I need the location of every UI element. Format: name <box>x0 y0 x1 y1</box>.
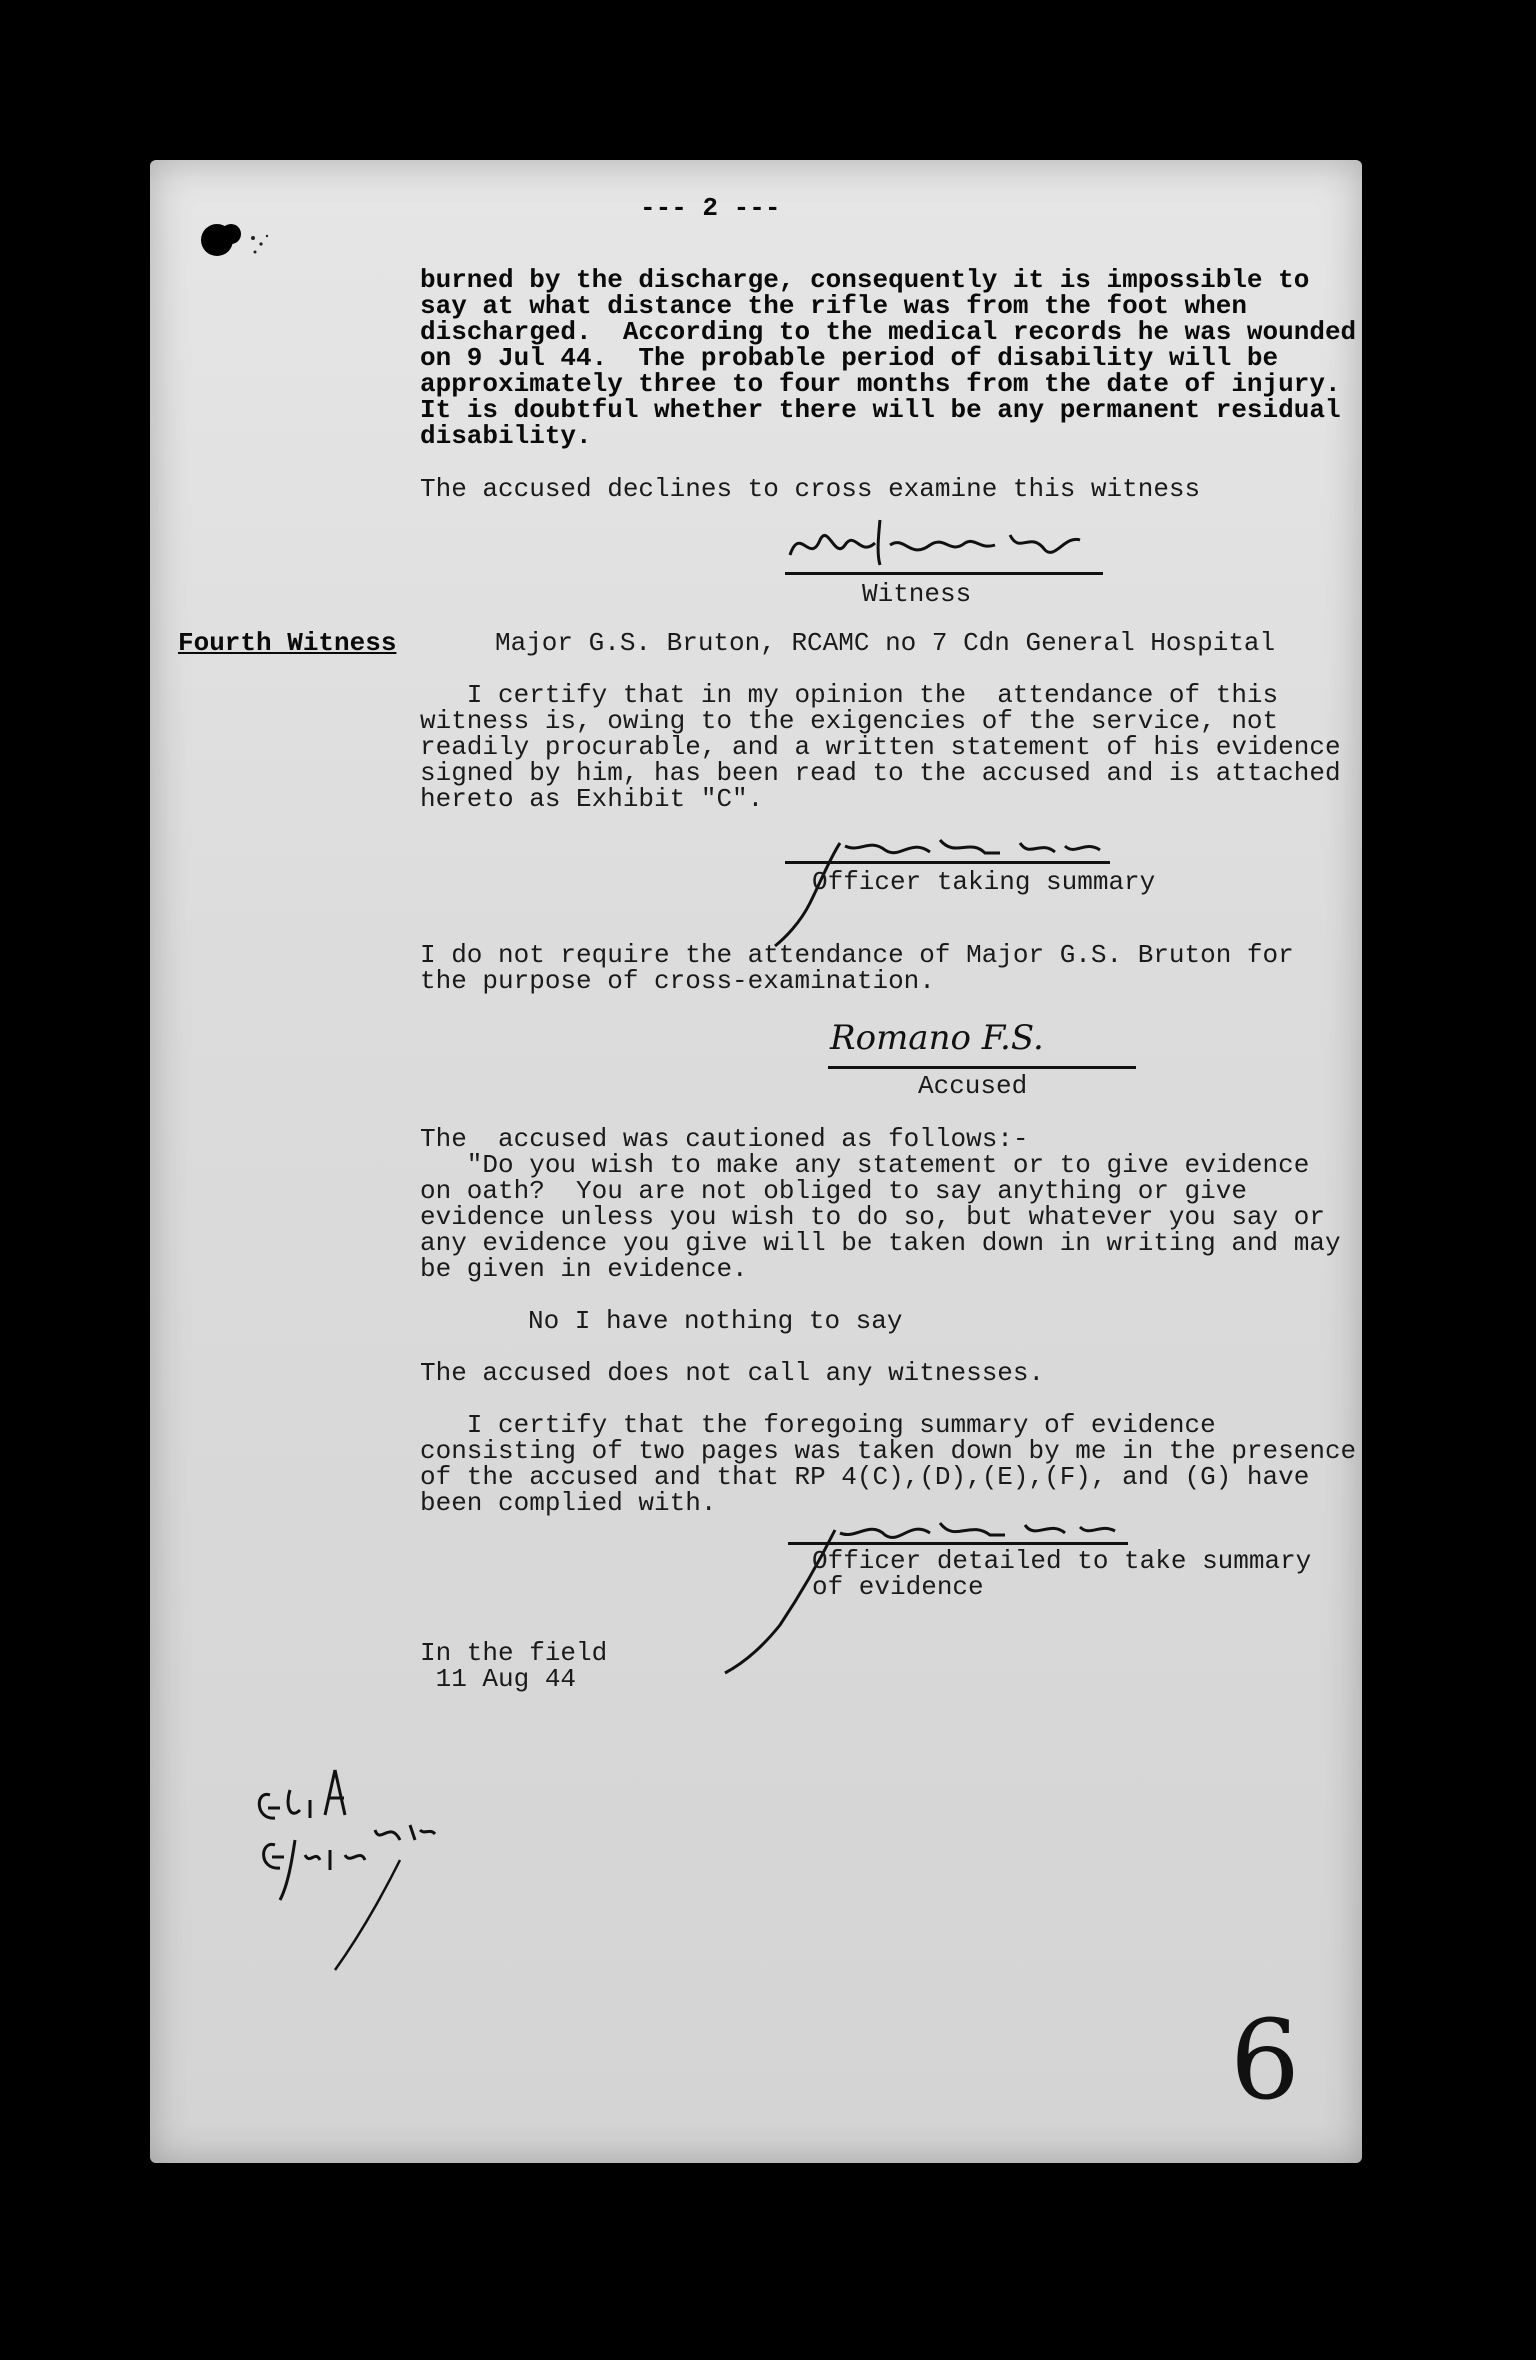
certify-line: I certify that in my opinion the attendance of this <box>420 680 1279 710</box>
certify-line: readily procurable, and a written statement of his evidence <box>420 732 1341 762</box>
final-certificate-line: I certify that the foregoing summary of evidence <box>420 1410 1216 1440</box>
officer-detailed-label: of evidence <box>812 1572 984 1602</box>
page-marker: --- 2 --- <box>640 193 781 223</box>
signature-line <box>788 1542 1128 1545</box>
certify-line: witness is, owing to the exigencies of the service, not <box>420 706 1279 736</box>
fourth-witness-heading: Fourth Witness <box>178 628 397 658</box>
final-certificate-line: of the accused and that RP 4(C),(D),(E),(F), and (G) have <box>420 1462 1310 1492</box>
certify-line: hereto as Exhibit "C". <box>420 784 764 814</box>
cross-exam-note: The accused declines to cross examine this witness <box>420 474 1201 504</box>
page-number: 6 <box>1230 1996 1300 2124</box>
signature-line <box>828 1066 1136 1069</box>
final-certificate-line: consisting of two pages was taken down by me in the presence <box>420 1436 1357 1466</box>
no-require-line: the purpose of cross-examination. <box>420 966 935 996</box>
final-certificate-line: been complied with. <box>420 1488 717 1518</box>
signature-line <box>785 861 1110 864</box>
document-page <box>150 160 1362 2163</box>
paragraph-line: approximately three to four months from the date of injury. <box>420 369 1341 399</box>
witness-name-line: Major G.S. Bruton, RCAMC no 7 Cdn General Hospital <box>495 628 1276 658</box>
accused-reply: No I have nothing to say <box>528 1306 903 1336</box>
accused-signature: Romano F.S. <box>830 1018 1044 1058</box>
officer-taking-summary-label: Officer taking summary <box>812 867 1156 897</box>
certify-line: signed by him, has been read to the accused and is attached <box>420 758 1341 788</box>
caution-line: evidence unless you wish to do so, but whatever you say or <box>420 1202 1325 1232</box>
place-line: In the field <box>420 1638 608 1668</box>
date-line: 11 Aug 44 <box>420 1664 577 1694</box>
no-witnesses-note: The accused does not call any witnesses. <box>420 1358 1045 1388</box>
witness-label: Witness <box>862 579 972 609</box>
paragraph-line: discharged. According to the medical records he was wounded <box>420 317 1357 347</box>
caution-line: be given in evidence. <box>420 1254 748 1284</box>
officer-detailed-label: Officer detailed to take summary <box>812 1546 1312 1576</box>
signature-line <box>785 572 1103 575</box>
punch-hole-mark <box>195 212 275 272</box>
accused-label: Accused <box>918 1071 1028 1101</box>
paragraph-line: It is doubtful whether there will be any permanent residual <box>420 395 1341 425</box>
no-require-line: I do not require the attendance of Major G.S. Bruton for <box>420 940 1294 970</box>
paragraph-line: say at what distance the rifle was from the foot when <box>420 291 1247 321</box>
caution-line: on oath? You are not obliged to say anything or give <box>420 1176 1247 1206</box>
paragraph-line: burned by the discharge, consequently it is impossible to <box>420 265 1310 295</box>
paragraph-line: on 9 Jul 44. The probable period of disability will be <box>420 343 1279 373</box>
caution-line: any evidence you give will be taken down in writing and may <box>420 1228 1341 1258</box>
handwritten-annotation <box>250 1760 550 1980</box>
caution-line: The accused was cautioned as follows:- <box>420 1124 1029 1154</box>
caution-line: "Do you wish to make any statement or to give evidence <box>420 1150 1310 1180</box>
paragraph-line: disability. <box>420 421 592 451</box>
